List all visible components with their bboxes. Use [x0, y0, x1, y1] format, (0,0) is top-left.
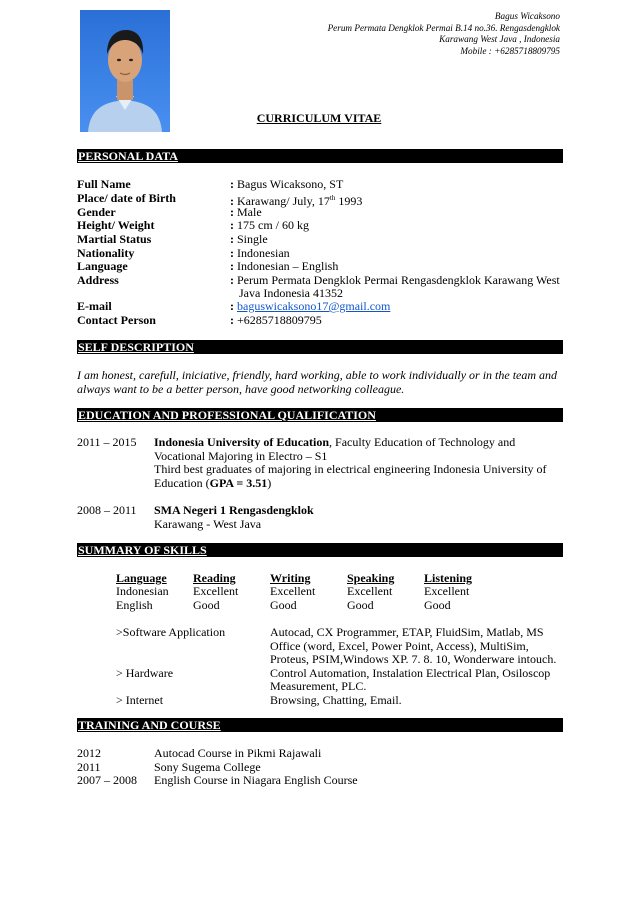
- training-year: 2007 – 2008: [77, 773, 137, 787]
- section-training: [77, 718, 563, 732]
- edu-years: 2011 – 2015: [77, 435, 137, 449]
- skills-cell: English: [116, 598, 153, 612]
- field-full-name: [77, 177, 563, 191]
- section-education: [77, 408, 563, 422]
- training-course: Sony Sugema College: [154, 760, 261, 774]
- field-value: : Male: [230, 205, 262, 219]
- skills-cell: Good: [193, 598, 220, 612]
- field-value: Java Indonesia 41352: [239, 286, 343, 300]
- skills-col-writing: Writing: [270, 571, 311, 585]
- edu-school: Indonesia University of Education: [154, 435, 330, 449]
- hardware-line: Measurement, PLC.: [270, 679, 367, 693]
- field-label: Martial Status: [77, 232, 152, 246]
- section-heading: EDUCATION AND PROFESSIONAL QUALIFICATION: [78, 408, 376, 422]
- field-value: : Bagus Wicaksono, ST: [230, 177, 344, 191]
- skills-cell: Good: [270, 598, 297, 612]
- field-value: : Perum Permata Dengklok Permai Rengasdengklok Karawang West: [230, 273, 560, 287]
- skills-cell: Excellent: [424, 584, 470, 598]
- edu-line1: Indonesia University of Education, Faculty Education of Technology and: [154, 435, 516, 449]
- field-value: : +6285718809795: [230, 313, 322, 327]
- field-value: : Indonesian: [230, 246, 290, 260]
- hardware-label: > Hardware: [116, 666, 174, 680]
- section-personal-data: [77, 149, 563, 163]
- skills-cell: Excellent: [347, 584, 393, 598]
- field-address: [77, 273, 563, 287]
- skills-col-listening: Listening: [424, 571, 473, 585]
- field-label: Height/ Weight: [77, 218, 155, 232]
- header-address-line2: Karawang West Java , Indonesia: [439, 34, 560, 44]
- edu-line2: Vocational Majoring in Electro – S1: [154, 449, 328, 463]
- page-title: CURRICULUM VITAE: [256, 111, 382, 125]
- field-label: Gender: [77, 205, 116, 219]
- field-height-weight: [77, 218, 563, 232]
- edu-years: 2008 – 2011: [77, 503, 137, 517]
- header-address-line1: Perum Permata Dengklok Permai B.14 no.36. Rengasdengklok: [327, 22, 560, 33]
- field-contact: [77, 313, 563, 327]
- internet-label: > Internet: [116, 693, 164, 707]
- field-value: : Karawang/ July, 17th 1993: [230, 194, 363, 208]
- field-gender: [77, 205, 563, 219]
- field-birth: [77, 191, 563, 208]
- skills-cell: Good: [424, 598, 451, 612]
- field-value: : Single: [230, 232, 268, 246]
- field-label: Address: [77, 273, 119, 287]
- edu-line3: Third best graduates of majoring in electrical engineering Indonesia University of: [154, 462, 547, 476]
- section-self-description: [77, 340, 563, 354]
- field-label: Place/ date of Birth: [77, 191, 176, 205]
- section-heading: TRAINING AND COURSE: [78, 718, 221, 732]
- skills-cell: Indonesian: [116, 584, 169, 598]
- field-nationality: [77, 246, 563, 260]
- edu-line4: Education (GPA = 3.51): [154, 476, 272, 490]
- software-line: Proteus, PSIM,Windows XP. 7. 8. 10, Wonderware intouch.: [270, 652, 557, 666]
- software-label: >Software Application: [116, 625, 226, 639]
- training-course: Autocad Course in Pikmi Rajawali: [154, 746, 322, 760]
- section-skills: [77, 543, 563, 557]
- field-label: Language: [77, 259, 128, 273]
- header-name: Bagus Wicaksono: [494, 11, 560, 21]
- field-language: [77, 259, 563, 273]
- field-label: Nationality: [77, 246, 135, 260]
- section-heading: PERSONAL DATA: [78, 149, 178, 163]
- skills-cell: Excellent: [193, 584, 239, 598]
- field-martial-status: [77, 232, 563, 246]
- training-course: English Course in Niagara English Course: [154, 773, 358, 787]
- skills-col-language: Language: [116, 571, 167, 585]
- skills-col-reading: Reading: [193, 571, 236, 585]
- section-heading: SELF DESCRIPTION: [78, 340, 194, 354]
- training-year: 2012: [77, 746, 101, 760]
- email-link[interactable]: baguswicaksono17@gmail.com: [237, 299, 391, 313]
- field-label: Full Name: [77, 177, 131, 191]
- field-label: E-mail: [77, 299, 112, 313]
- hardware-line: Control Automation, Instalation Electrical Plan, Osiloscop: [270, 666, 551, 680]
- software-line: Office (word, Excel, Power Point, Access), MultiSim,: [270, 639, 529, 653]
- edu-line2: Karawang - West Java: [154, 517, 262, 531]
- internet-value: Browsing, Chatting, Email.: [270, 693, 402, 707]
- field-address-cont: [77, 286, 563, 300]
- software-line: Autocad, CX Programmer, ETAP, FluidSim, Matlab, MS: [270, 625, 544, 639]
- self-description-line2: always want to be a better person, have good networking colleague.: [77, 382, 405, 396]
- contact-header: [328, 11, 560, 57]
- skills-col-speaking: Speaking: [347, 571, 395, 585]
- field-label: Contact Person: [77, 313, 156, 327]
- skills-cell: Good: [347, 598, 374, 612]
- field-email: [77, 299, 563, 313]
- edu-gpa: GPA = 3.51: [209, 476, 268, 490]
- field-value: : Indonesian – English: [230, 259, 339, 273]
- edu-school: SMA Negeri 1 Rengasdengklok: [154, 503, 314, 517]
- training-year: 2011: [77, 760, 101, 774]
- self-description-line1: I am honest, carefull, iniciative, friendly, hard working, able to work individually or in the team and: [77, 368, 558, 382]
- field-value: : 175 cm / 60 kg: [230, 218, 309, 232]
- header-mobile: Mobile : +6285718809795: [460, 45, 560, 56]
- field-value: : baguswicaksono17@gmail.com: [230, 299, 391, 313]
- section-heading: SUMMARY OF SKILLS: [78, 543, 207, 557]
- skills-cell: Excellent: [270, 584, 316, 598]
